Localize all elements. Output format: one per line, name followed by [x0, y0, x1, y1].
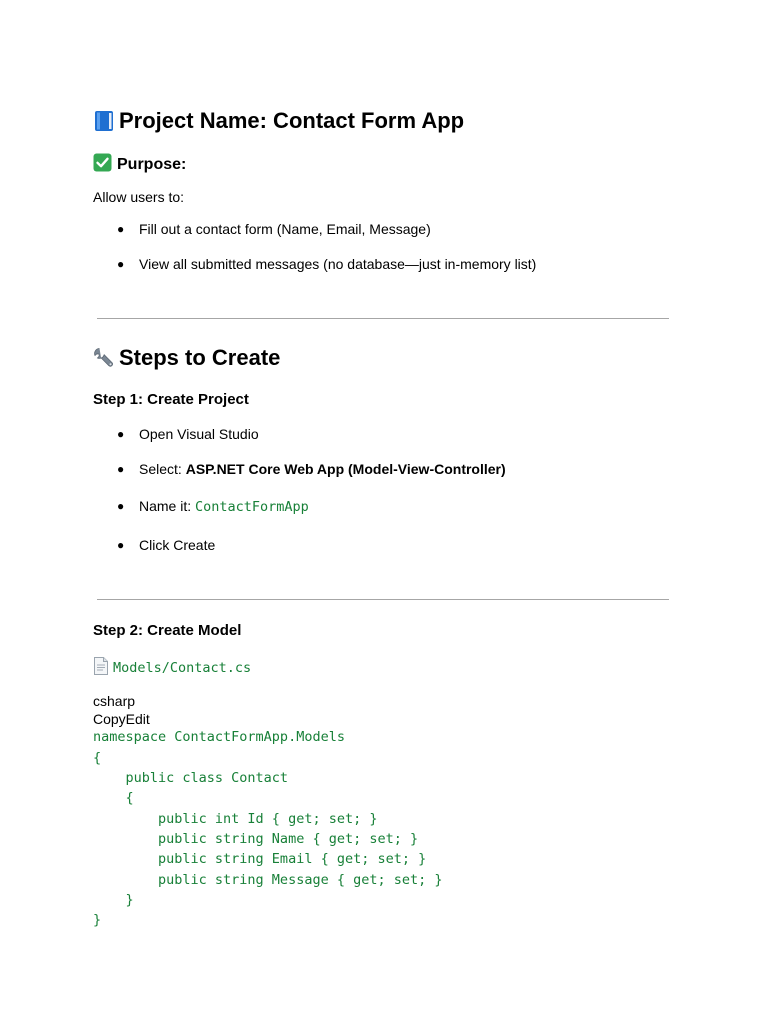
code-line: public string Email { get; set; } — [93, 851, 427, 867]
code-line: public string Name { get; set; } — [93, 831, 419, 847]
bullet-marker: ● — [117, 427, 125, 441]
purpose-item-2: View all submitted messages (no database—just in-memory list) — [139, 256, 537, 272]
project-title: Project Name: Contact Form App — [119, 108, 465, 133]
model-file-line — [93, 657, 251, 678]
bullet-marker: ● — [117, 499, 125, 513]
step1-item-2 — [139, 460, 506, 478]
code-line: public class Contact — [93, 770, 289, 786]
step1-heading: Step 1: Create Project — [93, 391, 249, 408]
step2-heading: Step 2: Create Model — [93, 622, 242, 639]
section-divider — [97, 318, 669, 319]
step1-item-4: Click Create — [139, 537, 216, 553]
purpose-intro: Allow users to: — [93, 189, 185, 205]
purpose-label: Purpose: — [117, 156, 187, 173]
bullet-marker: ● — [117, 538, 125, 552]
steps-heading — [93, 345, 280, 371]
code-line: { — [93, 790, 134, 806]
bullet-marker: ● — [117, 462, 125, 476]
bullet-marker: ● — [117, 222, 125, 236]
project-name-code: ContactFormApp — [195, 499, 309, 515]
blue-book-icon — [93, 110, 115, 132]
purpose-heading — [93, 153, 186, 175]
code-line: public int Id { get; set; } — [93, 811, 378, 827]
code-line: namespace ContactFormApp.Models — [93, 729, 345, 745]
model-file-path: Models/Contact.cs — [113, 660, 252, 676]
purpose-item-1: Fill out a contact form (Name, Email, Message) — [139, 221, 431, 237]
project-title-heading — [93, 108, 464, 134]
bullet-marker: ● — [117, 257, 125, 271]
check-mark-icon — [93, 153, 112, 172]
template-name: ASP.NET Core Web App (Model-View-Controller) — [185, 461, 506, 477]
section-divider — [97, 599, 669, 600]
code-line: } — [93, 912, 102, 928]
step1-item-3-prefix: Name it: — [139, 498, 196, 514]
code-line: } — [93, 892, 134, 908]
wrench-icon — [93, 347, 115, 369]
code-language-label: csharp — [93, 693, 136, 709]
code-line: public string Message { get; set; } — [93, 872, 443, 888]
step1-item-3 — [139, 497, 309, 516]
step1-item-1: Open Visual Studio — [139, 426, 259, 442]
steps-title: Steps to Create — [119, 345, 281, 370]
copy-edit-button[interactable]: CopyEdit — [93, 711, 150, 727]
page-icon — [93, 657, 109, 675]
code-line: { — [93, 750, 102, 766]
step1-item-2-prefix: Select: — [139, 461, 186, 477]
